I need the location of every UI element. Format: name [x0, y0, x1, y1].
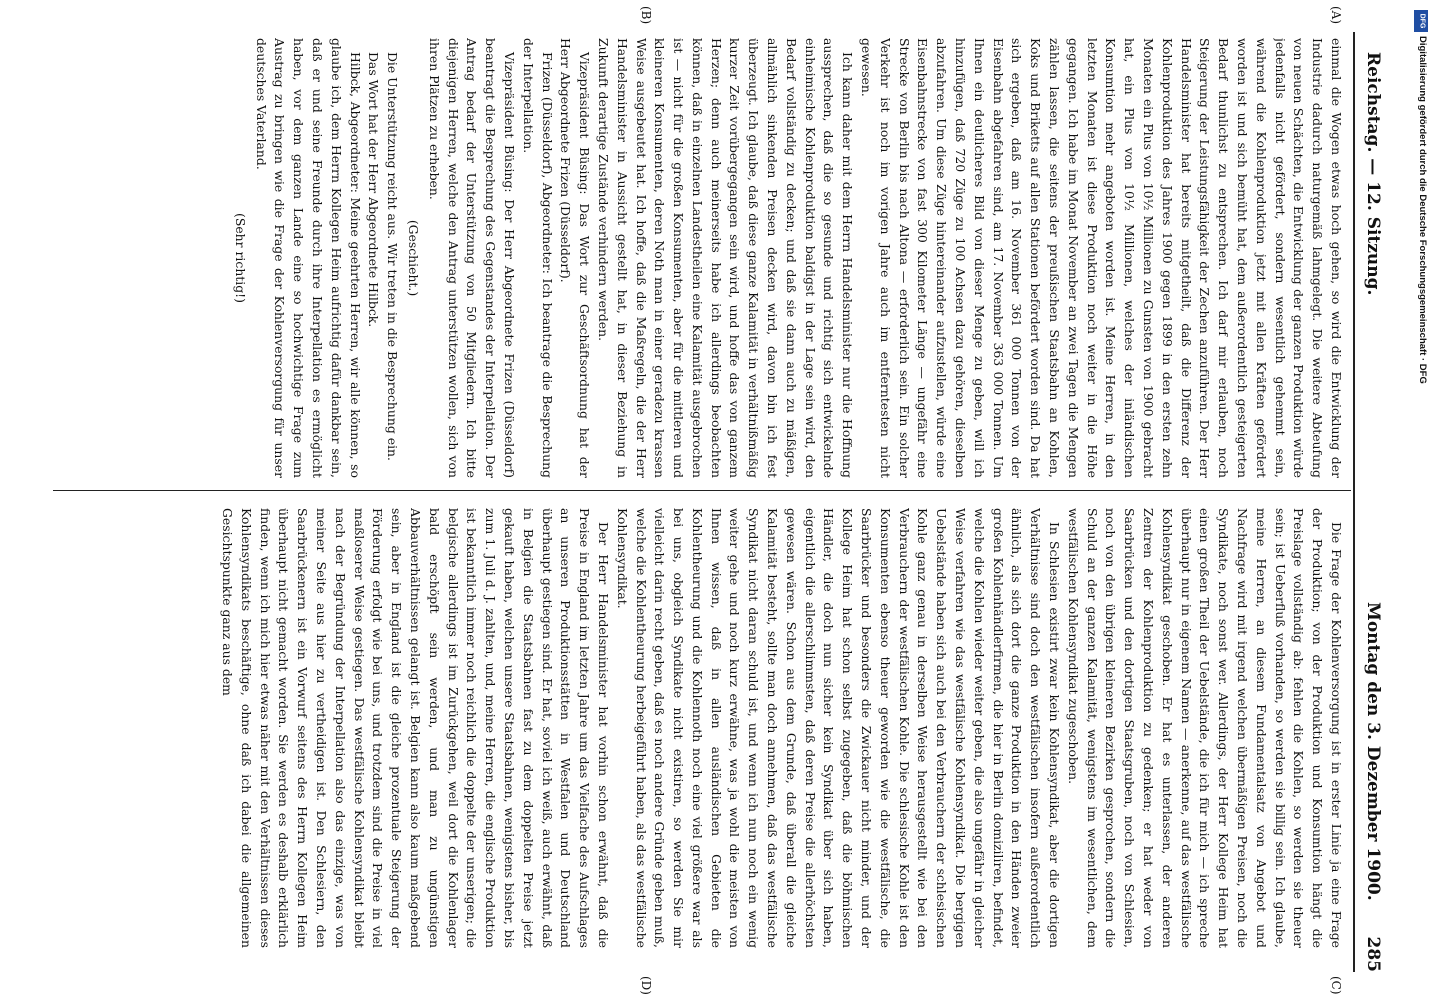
digitization-note: Digitalisierung gefördert durch die Deutsche Forschungsgemeinschaft · DFG: [1417, 36, 1428, 384]
page-number: 285: [1363, 936, 1383, 972]
stage-direction: (Geschieht.): [405, 219, 421, 297]
dfg-side-label: [1412, 6, 1430, 996]
right-text-column: [55, 508, 1345, 948]
left-text-column: [55, 38, 1345, 478]
paragraph: In Schlesien existirt zwar kein Kohlensyndikat, aber die dortigen Verhältnisse sind doch den westfälischen insofern außerordentlich ähnlich, als sich dort die ganze Produktion in den Händen zweier großen Kohlenhändlerfirmen, die hier in Berlin domiziliren, befindet, welche die Kohlen wieder weiter geben, die also ungefähr in gleicher Weise verfahren wie das westfälische Kohlensyndikat. Die bergigen Uebelstände haben sich auch bei den Verbrauchern der schlesischen Kohle ganz genau in derselben Weise herausgestellt wie bei den Verbrauchern der westfälischen Kohle. Die schlesische Kohle ist den Konsumenten ebenso theuer geworden wie die westfälische, die Saarbrücker und besonders die Zwickauer nicht minder, und der Kollege Heim hat schon selbst zugegeben, daß die böhmischen Händler, die doch nun sicher kein Syndikat über sich haben, eigentlich die allerschlimmsten, daß deren Preise die allerhöchsten gewesen wären. Schon aus dem Grunde, daß überall die gleiche Kalamität besteht, sollte man doch annehmen, daß das westfälische Syndikat nicht daran schuld ist, und wenn ich nun noch ein wenig weiter gehe und noch kurz erwähne, was ja wohl die meisten von Ihnen wissen, daß in allen ausländischen Gebieten die Kohlentheurung und die Kohlennoth noch eine viel größere war als bei uns, obgleich Syndikate nicht existiren, so werden Sie mir vielleicht darin recht geben, daß es noch andere Gründe geben muß, welche die Kohlentheurung herbeigeführt haben, als das westfälische Kohlensyndikat.: [614, 508, 1063, 948]
paragraph: Ich kann daher mit dem Herrn Handelsminister nur die Hoffnung aussprechen, daß die so gesunde und richtig sich entwickelnde einheimische Kohlenproduktion baldigst in der Lage sein wird, den Bedarf vollständig zu decken; und daß sie dann auch zu mäßigen, allmählich sinkenden Preisen decken wird, davon bin ich fest überzeugt. Ich glaube, daß diese ganze Kalamität in verhältnißmäßig kurzer Zeit vorübergegangen sein wird, und hoffe das von ganzem Herzen; denn auch meinerseits habe ich allerdings beobachten können, daß in einzelnen Landestheilen eine Kalamität ausgebrochen ist — nicht für die großen Konsumenten, aber für die mittleren und kleineren Konsumenten, deren Noth man in einer geradezu krassen Weise ausgebeutet hat. Ich hoffe, daß die Maßregeln, die der Herr Handelsminister in Aussicht gestellt hat, in dieser Beziehung in Zukunft derartige Zustände verhindern werden.: [595, 38, 856, 478]
stage-direction: (Sehr richtig!): [232, 213, 248, 303]
header-session: Reichstag. — 12. Sitzung.: [1363, 52, 1383, 296]
margin-marker-b: (B): [639, 6, 653, 25]
paragraph: Vizepräsident Büsing: Der Herr Abgeordnete Frizen (Düsseldorf) beantragt die Besprechung des Gegenstandes der Interpellation. Der Antrag bedarf der Unterstützung von 50 Mitgliedern. Ich bitte diejenigen Herren, welche den Antrag unterstützen wollen, sich von ihren Plätzen zu erheben.: [426, 38, 517, 478]
header-rule: [1353, 32, 1355, 972]
margin-marker-d: (D): [639, 976, 653, 995]
paragraph: Der Herr Handelsminister hat vorhin schon erwähnt, daß die Preise in England im letzten Jahre um das Vielfache des Aufschlages an unseren Produktionsstätten in Westfalen und Deutschland überhaupt gestiegen sind. Er hat, soviel ich weiß, auch erwähnt, daß in Belgien die Staatsbahnen fast zu dem doppelten Preise jetzt gekauft haben, welchen unsere Staatsbahnen, wenigstens bisher, bis zum 1. Juli d. J. zahlten, und, meine Herren, die englische Produktion ist bekanntlich immer noch reichlich die doppelte der unserigen; die belgische allerdings ist im Zurückgehen, weil dort die Kohlenlager bald erschöpft sein werden, und man zu ungünstigen Abbauverhältnissen gelangt ist. Belgien kann also kaum maßgebend sein, aber in England ist die gleiche prozentuale Steigerung der Förderung erfolgt wie bei uns, und trotzdem sind die Preise in viel maßloserer Weise gestiegen. Das westfälische Kohlensyndikat bleibt nach der Begründung der Interpellation also das einzige, was von meiner Seite aus hier zu vertheidigen ist. Den Schlesiern, den Saarbrückenern ist ein Vorwurf seitens des Herrn Kollegen Heim überhaupt nicht gemacht worden. Sie werden es deshalb erklärlich finden, wenn ich mich hier etwas näher mit den Verhältnissen dieses Kohlensyndikats beschäftige, ohne daß ich dabei die allgemeinen Gesichtspunkte ganz aus dem: [219, 508, 611, 948]
paragraph: Hilbck, Abgeordneter: Meine geehrten Herren, wir alle können, so glaube ich, dem Herrn Kollegen Heim aufrichtig dafür dankbar sein, daß er und seine Freunde durch ihre Interpellation es ermöglicht haben, vor dem ganzen Lande eine so hochwichtige Frage zum Austrag zu bringen wie die Frage der Kohlenversorgung für unser deutsches Vaterland.: [253, 38, 363, 478]
rotated-page-content: [47, 6, 1387, 995]
dfg-logo-icon: DFG: [1414, 10, 1428, 32]
paragraph: Vizepräsident Büsing: Das Wort zur Geschäftsordnung hat der Herr Abgeordnete Frizen (Düsseldorf).: [558, 38, 593, 478]
paragraph: Die Frage der Kohlenversorgung ist in erster Linie ja eine Frage der Produktion; von der Produktion und Konsumtion hängt die Preislage vollständig ab: fehlen die Kohlen, so werden sie theuer sein; ist Ueberfluß vorhanden, so werden sie billig sein. Ich glaube, meine Herren, an diesem Fundamentalsatz von Angebot und Nachfrage wird mit irgend welchen übermäßigen Preisen, noch die Syndikate, noch sonst wer. Allerdings, der Herr Kollege Heim hat einen großen Theil der Uebelstände, die ich für mich — ich spreche überhaupt nur in eigenem Namen — anerkenne, auf das westfälische Kohlensyndikat geschoben. Er hat es unterlassen, der anderen Zentren der Kohlenproduktion zu gedenken; er hat weder von Saarbrücken und den dortigen Staatsgruben, noch von Schlesien, noch von den übrigen kleineren Bezirken gesprochen, sondern die Schuld an der ganzen Kalamität, wenigstens im wesentlichen, dem westfälischen Kohlensyndikat zugeschoben.: [1065, 508, 1344, 948]
header-date: Montag den 3. Dezember 1900.: [1363, 602, 1383, 901]
margin-marker-c: (C): [1329, 976, 1343, 995]
paragraph: Das Wort hat der Herr Abgeordnete Hilbck.: [366, 52, 382, 328]
page-header: [1357, 32, 1387, 972]
paragraph: Die Unterstützung reicht aus. Wir treten in die Besprechung ein.: [385, 52, 401, 461]
margin-marker-a: (A): [1329, 6, 1343, 25]
paragraph: einmal die Wogen etwas hoch gehen, so wird die Entwicklung der Industrie dadurch naturgemäß lahmgelegt. Die weitere Abteufung von neuen Schächten, die Entwicklung der ganzen Produktion würde jedenfalls nicht gefördert, sondern wesentlich gehemmt sein, während die Kohlenproduktion jetzt mit allen Kräften gefördert worden ist und sich bemüht hat, dem außerordentlich gesteigerten Bedarf thunlichst zu entsprechen. Ich darf mir erlauben, noch Steigerung der Leistungsfähigkeit der Zechen anzuführen. Der Herr Handelsminister hat bereits mitgetheilt, daß die Differenz der Kohlenproduktion des Jahres 1900 gegen 1899 in den ersten zehn Monaten ein Plus von 10½ Millionen zu Gunsten von 1900 gebracht hat, ein Plus von 10½ Millionen, welches der inländischen Konsumtion mehr angeboten worden ist. Meine Herren, in den letzten Monaten ist diese Produktion noch weiter in die Höhe gegangen. Ich habe im Monat November an zwei Tagen die Mengen zählen lassen, die seitens der preußischen Staatsbahn an Kohlen, Koks und Briketts auf allen Stationen befördert worden sind. Da hat sich ergeben, daß am 16. November 361 000 Tonnen von der Eisenbahn abgefahren sind, am 17. November 363 000 Tonnen. Um Ihnen ein deutlicheres Bild von dieser Menge zu geben, will ich hinzufügen, daß 720 Züge zu 100 Achsen dazu gehören, dieselben abzufahren. Um diese Züge hintereinander aufzustellen, würde eine Eisenbahnstrecke von fast 300 Kilometer Länge — ungefähr eine Strecke von Berlin bis nach Altona — erforderlich sein. Ein solcher Verkehr ist noch im vorigen Jahre auch im entferntesten nicht gewesen.: [859, 38, 1344, 478]
column-divider: [53, 490, 1351, 491]
paragraph: Frizen (Düsseldorf), Abgeordneter: Ich beantrage die Besprechung der Interpellation.: [520, 38, 555, 478]
